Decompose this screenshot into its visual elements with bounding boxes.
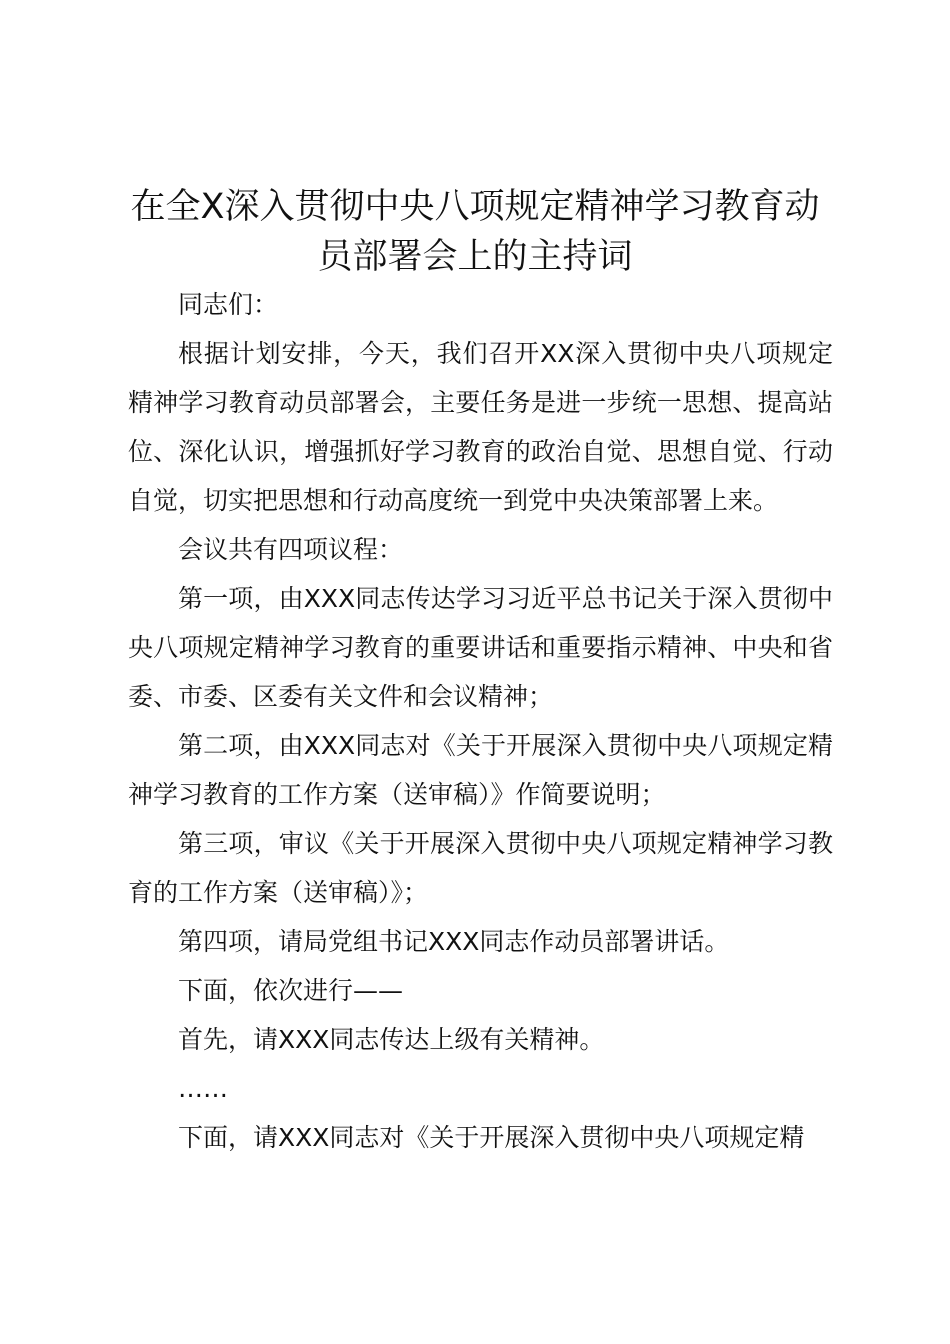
paragraph-first: 首先，请XXX同志传达上级有关精神。 [178,1025,605,1054]
paragraph-intro: 根据计划安排，今天，我们召开XX深入贯彻中央八项规定精神学习教育动员部署会，主要任务是进一步统一思想、提高站位、深化认识，增强抓好学习教育的政治自觉、思想自觉、行动自觉，切实把思想和行动高度统一到党中央决策部署上来。 [128,339,833,515]
paragraph-next: 下面，请XXX同志对《关于开展深入贯彻中央八项规定精 [178,1123,805,1152]
document-title [100,182,850,282]
title-line-1: 在全X深入贯彻中央八项规定精神学习教育动 [130,187,820,227]
paragraph-agenda-item-2: 第二项，由XXX同志对《关于开展深入贯彻中央八项规定精神学习教育的工作方案（送审稿）》作简要说明； [128,731,833,809]
title-line-2: 员部署会上的主持词 [317,237,633,277]
document-body [128,280,833,1162]
paragraph-proceed: 下面，依次进行—— [178,976,404,1005]
paragraph-agenda-item-3: 第三项，审议《关于开展深入贯彻中央八项规定精神学习教育的工作方案（送审稿）》； [128,829,833,907]
paragraph-agenda-item-4: 第四项，请局党组书记XXX同志作动员部署讲话。 [178,927,730,956]
paragraph-salutation: 同志们： [178,290,279,319]
paragraph-ellipsis: …… [178,1074,228,1103]
paragraph-agenda-heading: 会议共有四项议程： [178,535,404,564]
paragraph-agenda-item-1: 第一项，由XXX同志传达学习习近平总书记关于深入贯彻中央八项规定精神学习教育的重要讲话和重要指示精神、中央和省委、市委、区委有关文件和会议精神； [128,584,833,711]
